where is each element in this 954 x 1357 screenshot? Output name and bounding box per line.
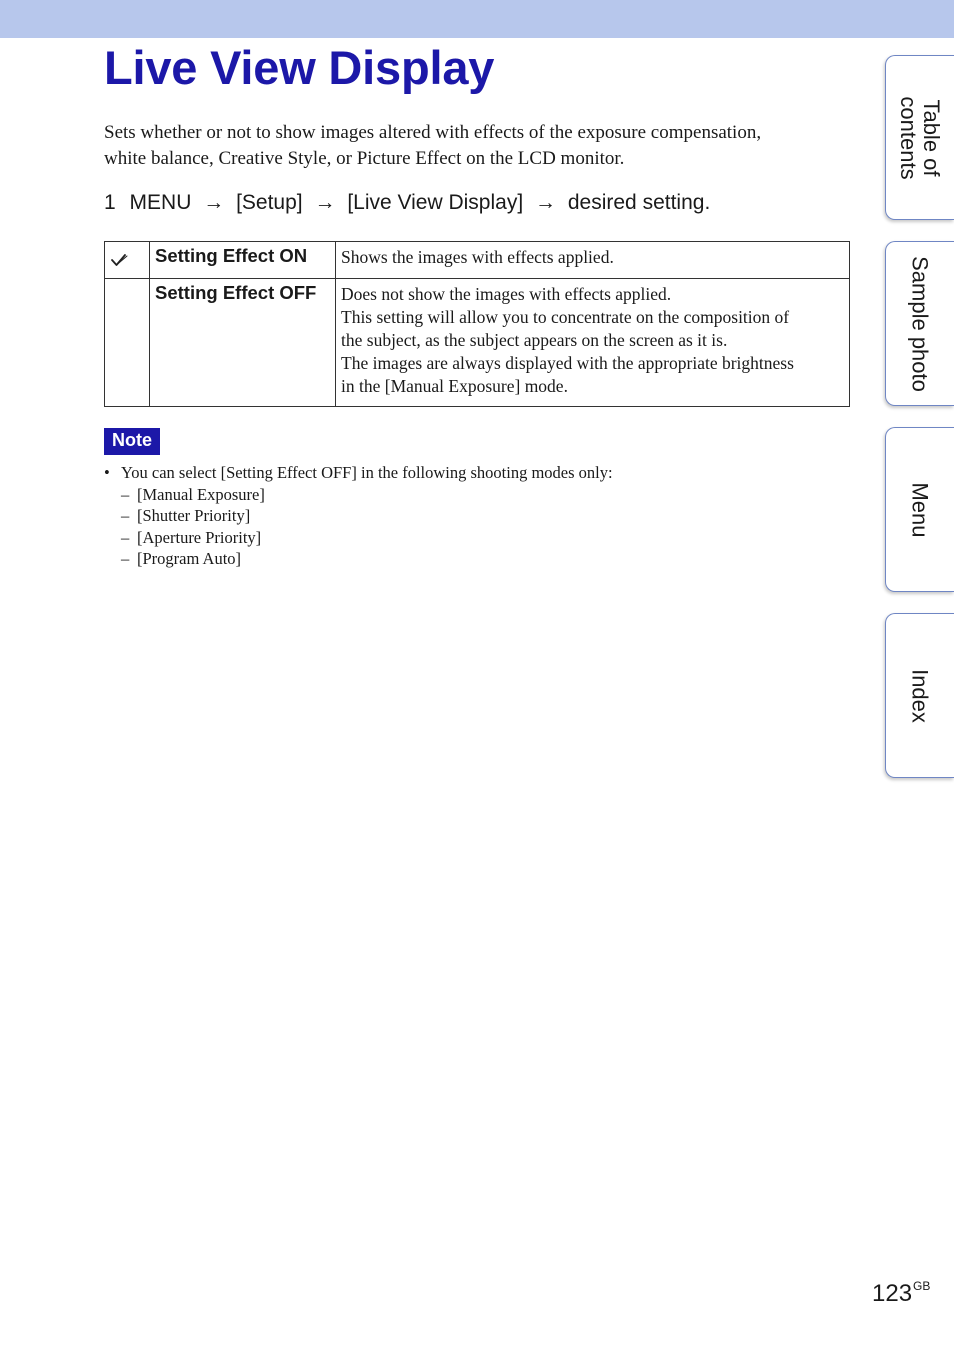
list-item-text: [Program Auto]: [137, 549, 242, 568]
list-item: [121, 548, 613, 570]
page-title: Live View Display: [104, 41, 495, 94]
tab-index[interactable]: [885, 613, 954, 778]
note-section: [104, 462, 613, 570]
tab-label: [897, 96, 943, 179]
description-line: Shows the images with effects applied.: [341, 247, 614, 267]
menu-step-instruction: [104, 188, 710, 218]
setting-name: Setting Effect ON: [150, 242, 336, 279]
tab-label: Menu: [907, 481, 933, 538]
dash-icon: –: [121, 506, 130, 525]
description-line: This setting will allow you to concentrate on the composition of: [341, 307, 790, 327]
list-item-text: [Shutter Priority]: [137, 506, 251, 525]
list-item: [121, 484, 613, 506]
default-mark-cell: [105, 242, 150, 279]
description-line: in the [Manual Exposure] mode.: [341, 376, 568, 396]
header-band: [0, 0, 954, 38]
intro-line: white balance, Creative Style, or Picture Effect on the LCD monitor.: [104, 148, 625, 169]
tab-sample-photo[interactable]: [885, 241, 954, 406]
menu-path-menu: MENU: [129, 191, 192, 214]
dash-icon: –: [121, 484, 130, 504]
description-line: The images are always displayed with the appropriate brightness: [341, 353, 794, 373]
default-mark-cell: [105, 279, 150, 407]
table-row: [105, 279, 850, 407]
shooting-mode-list: [104, 484, 613, 570]
setting-description: [336, 279, 850, 407]
note-badge: Note: [104, 428, 160, 455]
note-text: You can select [Setting Effect OFF] in the following shooting modes only:: [121, 463, 613, 482]
settings-table: [104, 241, 850, 407]
arrow-right-icon: →: [314, 191, 336, 214]
tab-label: Index: [907, 668, 933, 723]
tab-label-line: contents: [896, 95, 921, 180]
tab-label-line: Table of: [919, 98, 944, 177]
dash-icon: –: [121, 527, 130, 547]
arrow-right-icon: →: [203, 191, 225, 214]
tab-menu[interactable]: [885, 427, 954, 592]
setting-name: Setting Effect OFF: [150, 279, 336, 407]
menu-path-live-view-display: [Live View Display]: [347, 191, 524, 214]
description-line: the subject, as the subject appears on the screen as it is.: [341, 330, 728, 350]
check-mark-icon: [110, 252, 130, 268]
dash-icon: –: [121, 549, 130, 568]
intro-line: Sets whether or not to show images altered with effects of the exposure compensation,: [104, 122, 762, 143]
intro-paragraph: [104, 120, 844, 172]
note-bullet: [104, 462, 613, 484]
tab-label: Sample photo: [907, 255, 933, 392]
list-item-text: [Manual Exposure]: [137, 484, 265, 504]
menu-path-desired-setting: desired setting.: [567, 191, 711, 214]
menu-path-setup: [Setup]: [236, 191, 303, 214]
step-number: 1: [104, 191, 116, 214]
list-item: [121, 505, 613, 527]
bullet-icon: •: [104, 463, 110, 482]
setting-description: [336, 242, 850, 279]
description-line: Does not show the images with effects applied.: [341, 284, 672, 304]
list-item-text: [Aperture Priority]: [137, 527, 262, 547]
page-suffix: GB: [913, 1279, 931, 1293]
arrow-right-icon: →: [535, 191, 557, 214]
tab-table-of-contents[interactable]: [885, 55, 954, 220]
list-item: [121, 527, 613, 549]
page-number: [872, 1279, 930, 1308]
table-row: [105, 242, 850, 279]
page-number-value: 123: [872, 1280, 913, 1307]
